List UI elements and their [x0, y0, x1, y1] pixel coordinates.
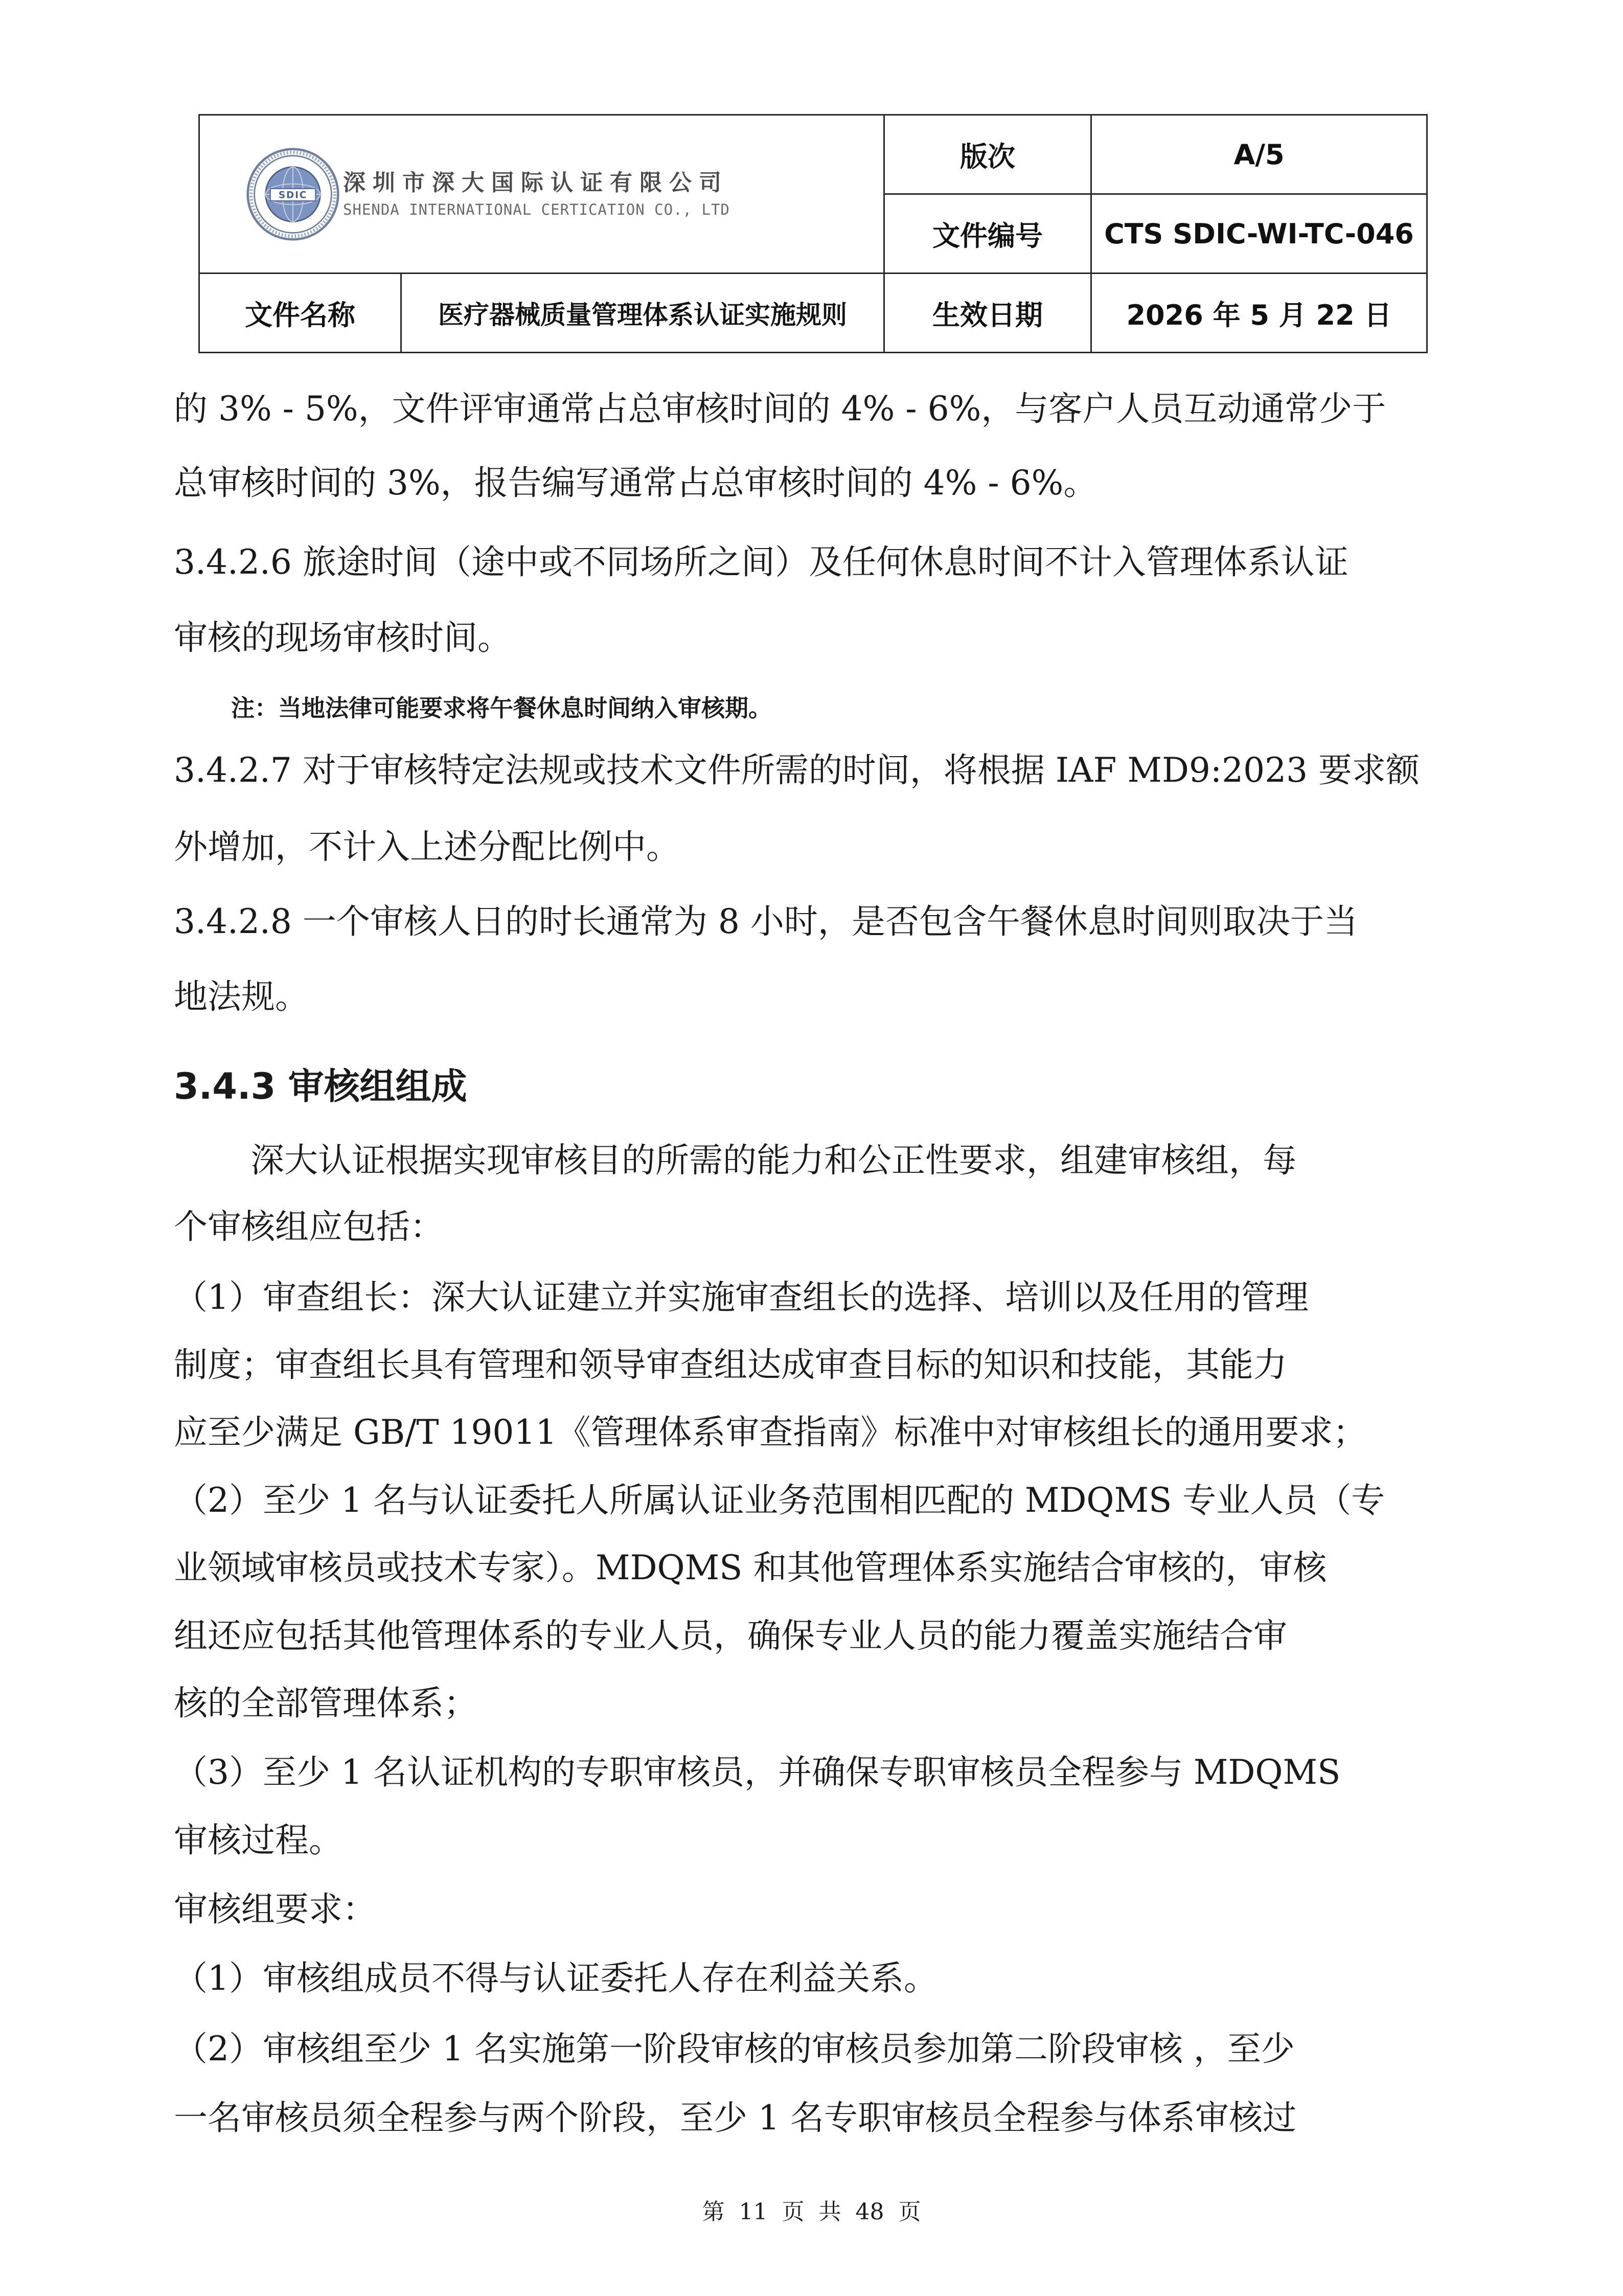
company-name-en: SHENDA INTERNATIONAL CERTICATION CO., LTD	[343, 200, 730, 218]
body-line: 制度；审查组长具有管理和领导审查组达成审查目标的知识和技能，其能力	[174, 1345, 1287, 1384]
body-line: 一名审核员须全程参与两个阶段，至少 1 名专职审核员全程参与体系审核过	[174, 2098, 1296, 2138]
body-line: 审核的现场审核时间。	[174, 618, 511, 657]
svg-text:SDIC: SDIC	[278, 189, 308, 200]
doc-name-value: 医疗器械质量管理体系认证实施规则	[401, 274, 884, 353]
body-line: 组还应包括其他管理体系的专业人员，确保专业人员的能力覆盖实施结合审	[174, 1616, 1287, 1655]
body-line: 的 3% - 5%，文件评审通常占总审核时间的 4% - 6%，与客户人员互动通常少于	[174, 389, 1386, 428]
company-seal-logo	[246, 147, 340, 241]
body-line: 深大认证根据实现审核目的所需的能力和公正性要求，组建审核组，每	[250, 1141, 1296, 1180]
note-line: 注：当地法律可能要求将午餐休息时间纳入审核期。	[231, 694, 772, 722]
doc-number-value: CTS SDIC-WI-TC-046	[1091, 194, 1427, 274]
body-line: 核的全部管理体系；	[174, 1684, 477, 1723]
body-line: 应至少满足 GB/T 19011《管理体系审查指南》标准中对审核组长的通用要求；	[174, 1413, 1367, 1452]
body-line: 地法规。	[174, 977, 309, 1016]
body-line: 业领域审核员或技术专家）。MDQMS 和其他管理体系实施结合审核的，审核	[174, 1548, 1327, 1587]
document-header-table	[198, 114, 1428, 353]
body-line: 个审核组应包括：	[174, 1207, 444, 1246]
effective-date-value: 2026 年 5 月 22 日	[1091, 274, 1427, 353]
version-value: A/5	[1091, 115, 1427, 194]
body-line: （3）至少 1 名认证机构的专职审核员，并确保专职审核员全程参与 MDQMS	[174, 1753, 1341, 1792]
body-line: 3.4.2.6 旅途时间（途中或不同场所之间）及任何休息时间不计入管理体系认证	[174, 542, 1348, 582]
body-line: （1）审查组长：深大认证建立并实施审查组长的选择、培训以及任用的管理	[174, 1278, 1309, 1317]
section-heading: 3.4.3 审核组组成	[174, 1065, 467, 1107]
body-line: 审核过程。	[174, 1821, 342, 1860]
version-label: 版次	[884, 115, 1091, 194]
company-logo-cell	[199, 115, 884, 274]
body-line: 总审核时间的 3%，报告编写通常占总审核时间的 4% - 6%。	[174, 463, 1098, 503]
doc-number-label: 文件编号	[884, 194, 1091, 274]
body-line: （2）至少 1 名与认证委托人所属认证业务范围相匹配的 MDQMS 专业人员（专	[174, 1481, 1385, 1520]
body-line: （2）审核组至少 1 名实施第一阶段审核的审核员参加第二阶段审核 ，至少	[174, 2029, 1295, 2068]
body-line: 3.4.2.8 一个审核人日的时长通常为 8 小时，是否包含午餐休息时间则取决于当	[174, 902, 1358, 941]
company-name-cn: 深圳市深大国际认证有限公司	[343, 169, 728, 196]
body-line: 外增加，不计入上述分配比例中。	[174, 827, 680, 867]
body-line: 3.4.2.7 对于审核特定法规或技术文件所需的时间，将根据 IAF MD9:2023 要求额	[174, 751, 1420, 790]
body-line: 审核组要求：	[174, 1890, 376, 1929]
body-line: （1）审核组成员不得与认证委托人存在利益关系。	[174, 1959, 938, 1998]
page-number-footer: 第 11 页 共 48 页	[702, 2199, 921, 2225]
effective-date-label: 生效日期	[884, 274, 1091, 353]
doc-name-label: 文件名称	[199, 274, 401, 353]
